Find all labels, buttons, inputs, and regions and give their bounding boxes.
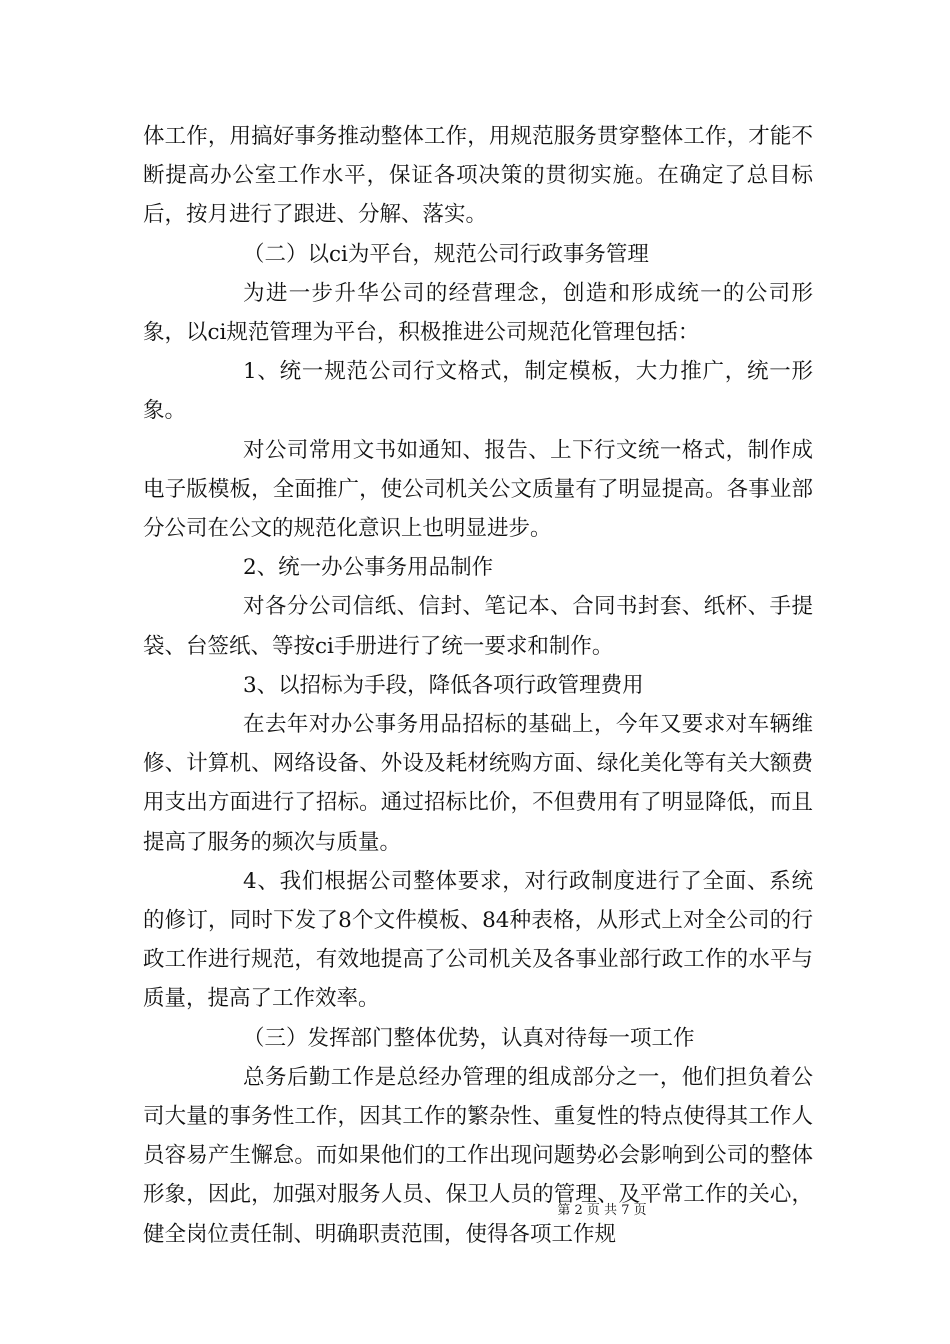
- paragraph-1: 体工作，用搞好事务推动整体工作，用规范服务贯穿整体工作，才能不断提高办公室工作水平，保证各项决策的贯彻实施。在确定了总目标后，按月进行了跟进、分解、落实。: [143, 124, 813, 228]
- paragraph-5: 对公司常用文书如通知、报告、上下行文统一格式，制作成电子版模板，全面推广，使公司机关公文质量有了明显提高。各事业部分公司在公文的规范化意识上也明显进步。: [143, 437, 813, 542]
- paragraph-9: 在去年对办公事务用品招标的基础上，今年又要求对车辆维修、计算机、网络设备、外设及耗材统购方面、绿化美化等有关大额费用支出方面进行了招标。通过招标比价，不但费用有了明显降低，而且提高了服务的频次与质量。: [143, 712, 813, 855]
- page-number-label: 第 2 页 共 7 页: [557, 1203, 647, 1218]
- paragraph-7: 对各分公司信纸、信封、笔记本、合同书封套、纸杯、手提袋、台签纸、等按ci手册进行了统一要求和制作。: [143, 594, 813, 659]
- list-item-3: 3、以招标为手段，降低各项行政管理费用: [243, 672, 644, 698]
- page-footer: [0, 1202, 950, 1220]
- document-body: [143, 117, 813, 1254]
- section-heading-3: （三）发挥部门整体优势，认真对待每一项工作: [243, 1025, 695, 1051]
- paragraph-3: 为进一步升华公司的经营理念，创造和形成统一的公司形象，以ci规范管理为平台，积极推进公司规范化管理包括：: [143, 280, 813, 346]
- paragraph-12: 总务后勤工作是总经办管理的组成部分之一，他们担负着公司大量的事务性工作，因其工作的繁杂性、重复性的特点使得其工作人员容易产生懈怠。而如果他们的工作出现问题势必会影响到公司的整体形象，因此，加强对服务人员、保卫人员的管理、及平常工作的关心，健全岗位责任制、明确职责范围，使得各项工作规: [143, 1064, 813, 1247]
- list-item-1: 1、统一规范公司行文格式，制定模板，大力推广，统一形象。: [143, 359, 813, 424]
- list-item-2: 2、统一办公事务用品制作: [243, 555, 494, 581]
- list-item-4: 4、我们根据公司整体要求，对行政制度进行了全面、系统的修订，同时下发了8个文件模板、84种表格，从形式上对全公司的行政工作进行规范，有效地提高了公司机关及各事业部行政工作的水平与质量，提高了工作效率。: [143, 868, 813, 1012]
- section-heading-2: （二）以ci为平台，规范公司行政事务管理: [243, 241, 649, 267]
